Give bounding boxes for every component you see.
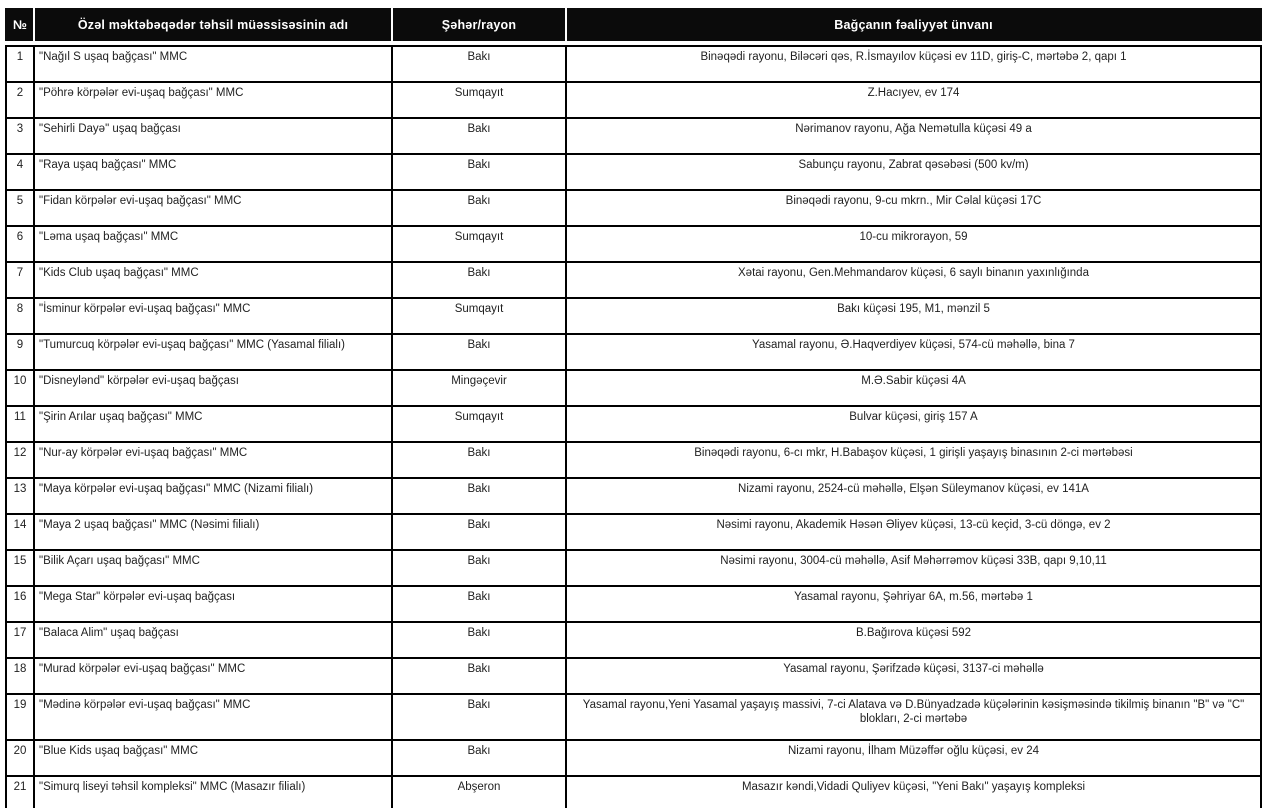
city-district: Bakı (393, 443, 565, 477)
table-row (7, 777, 1260, 808)
institution-name: "Kids Club uşaq bağçası" MMC (35, 263, 391, 297)
activity-address: Masazır kəndi,Vidadi Quliyev küçəsi, "Yeni Bakı" yaşayış kompleksi (567, 777, 1260, 808)
institution-name: "Tumurcuq körpələr evi-uşaq bağçası" MMC (Yasamal filialı) (35, 335, 391, 369)
table-row (7, 83, 1260, 117)
header-activity-address: Bağçanın fəaliyyət ünvanı (567, 8, 1260, 41)
table-header-row (5, 8, 1262, 41)
row-number: 20 (7, 741, 33, 775)
table-row (7, 623, 1260, 657)
activity-address: Bulvar küçəsi, giriş 157 A (567, 407, 1260, 441)
institution-name: "Disneylənd" körpələr evi-uşaq bağçası (35, 371, 391, 405)
header-institution-name: Özəl məktəbəqədər təhsil müəssisəsinin adı (35, 8, 391, 41)
table-row (7, 191, 1260, 225)
city-district: Bakı (393, 623, 565, 657)
institution-name: "Nur-ay körpələr evi-uşaq bağçası" MMC (35, 443, 391, 477)
activity-address: Nərimanov rayonu, Ağa Nemətulla küçəsi 49 a (567, 119, 1260, 153)
row-number: 3 (7, 119, 33, 153)
row-number: 2 (7, 83, 33, 117)
table-row (7, 263, 1260, 297)
table-row (7, 551, 1260, 585)
activity-address: Yasamal rayonu, Ə.Haqverdiyev küçəsi, 574-cü məhəllə, bina 7 (567, 335, 1260, 369)
activity-address: Binəqədi rayonu, 6-cı mkr, H.Babaşov küçəsi, 1 girişli yaşayış binasının 2-ci mərtəbəsi (567, 443, 1260, 477)
table-row (7, 299, 1260, 333)
institution-name: "İsminur körpələr evi-uşaq bağçası" MMC (35, 299, 391, 333)
row-number: 21 (7, 777, 33, 808)
row-number: 15 (7, 551, 33, 585)
city-district: Abşeron (393, 777, 565, 808)
row-number: 8 (7, 299, 33, 333)
row-number: 1 (7, 47, 33, 81)
row-number: 16 (7, 587, 33, 621)
table-row (7, 407, 1260, 441)
table-row (7, 741, 1260, 775)
city-district: Bakı (393, 551, 565, 585)
row-number: 17 (7, 623, 33, 657)
preschool-institutions-table (5, 8, 1262, 808)
activity-address: Sabunçu rayonu, Zabrat qəsəbəsi (500 kv/m) (567, 155, 1260, 189)
institution-name: "Şirin Arılar uşaq bağçası" MMC (35, 407, 391, 441)
city-district: Sumqayıt (393, 407, 565, 441)
table-row (7, 659, 1260, 693)
activity-address: Yasamal rayonu, Şəhriyar 6A, m.56, mərtəbə 1 (567, 587, 1260, 621)
city-district: Bakı (393, 659, 565, 693)
institution-name: "Sehirli Dayə" uşaq bağçası (35, 119, 391, 153)
activity-address: Binəqədi rayonu, 9-cu mkrn., Mir Cəlal küçəsi 17C (567, 191, 1260, 225)
city-district: Bakı (393, 695, 565, 739)
table-row (7, 371, 1260, 405)
institution-name: "Murad körpələr evi-uşaq bağçası" MMC (35, 659, 391, 693)
row-number: 10 (7, 371, 33, 405)
institution-name: "Raya uşaq bağçası" MMC (35, 155, 391, 189)
institution-name: "Fidan körpələr evi-uşaq bağçası" MMC (35, 191, 391, 225)
table-row (7, 587, 1260, 621)
city-district: Bakı (393, 335, 565, 369)
activity-address: Nəsimi rayonu, Akademik Həsən Əliyev küçəsi, 13-cü keçid, 3-cü döngə, ev 2 (567, 515, 1260, 549)
table-row (7, 695, 1260, 739)
table-row (7, 47, 1260, 81)
table-row (7, 443, 1260, 477)
institution-name: "Mədinə körpələr evi-uşaq bağçası" MMC (35, 695, 391, 739)
activity-address: M.Ə.Sabir küçəsi 4A (567, 371, 1260, 405)
activity-address: Bakı küçəsi 195, M1, mənzil 5 (567, 299, 1260, 333)
city-district: Sumqayıt (393, 83, 565, 117)
row-number: 9 (7, 335, 33, 369)
activity-address: Xətai rayonu, Gen.Mehmandarov küçəsi, 6 saylı binanın yaxınlığında (567, 263, 1260, 297)
table-row (7, 335, 1260, 369)
institution-name: "Pöhrə körpələr evi-uşaq bağçası" MMC (35, 83, 391, 117)
header-number: № (7, 8, 33, 41)
institution-name: "Mega Star" körpələr evi-uşaq bağçası (35, 587, 391, 621)
row-number: 7 (7, 263, 33, 297)
table-row (7, 515, 1260, 549)
city-district: Sumqayıt (393, 299, 565, 333)
city-district: Bakı (393, 741, 565, 775)
activity-address: Nizami rayonu, İlham Müzəffər oğlu küçəsi, ev 24 (567, 741, 1260, 775)
city-district: Bakı (393, 191, 565, 225)
institution-name: "Maya körpələr evi-uşaq bağçası" MMC (Nizami filialı) (35, 479, 391, 513)
table-row (7, 155, 1260, 189)
row-number: 12 (7, 443, 33, 477)
row-number: 18 (7, 659, 33, 693)
city-district: Sumqayıt (393, 227, 565, 261)
city-district: Bakı (393, 263, 565, 297)
row-number: 13 (7, 479, 33, 513)
city-district: Bakı (393, 155, 565, 189)
city-district: Bakı (393, 119, 565, 153)
row-number: 11 (7, 407, 33, 441)
institution-name: "Blue Kids uşaq bağçası" MMC (35, 741, 391, 775)
table-row (7, 479, 1260, 513)
row-number: 5 (7, 191, 33, 225)
table-body (5, 45, 1262, 808)
row-number: 6 (7, 227, 33, 261)
city-district: Bakı (393, 47, 565, 81)
row-number: 14 (7, 515, 33, 549)
city-district: Bakı (393, 587, 565, 621)
row-number: 19 (7, 695, 33, 739)
activity-address: Nəsimi rayonu, 3004-cü məhəllə, Asif Məhərrəmov küçəsi 33B, qapı 9,10,11 (567, 551, 1260, 585)
row-number: 4 (7, 155, 33, 189)
activity-address: 10-cu mikrorayon, 59 (567, 227, 1260, 261)
institution-name: "Balaca Alim" uşaq bağçası (35, 623, 391, 657)
city-district: Bakı (393, 515, 565, 549)
table-row (7, 119, 1260, 153)
activity-address: Nizami rayonu, 2524-cü məhəllə, Elşən Süleymanov küçəsi, ev 141A (567, 479, 1260, 513)
institution-name: "Ləma uşaq bağçası" MMC (35, 227, 391, 261)
activity-address: Binəqədi rayonu, Biləcəri qəs, R.İsmayılov küçəsi ev 11D, giriş-C, mərtəbə 2, qapı 1 (567, 47, 1260, 81)
header-city-district: Şəhər/rayon (393, 8, 565, 41)
activity-address: Z.Hacıyev, ev 174 (567, 83, 1260, 117)
institution-name: "Simurq liseyi təhsil kompleksi" MMC (Masazır filialı) (35, 777, 391, 808)
institution-name: "Bilik Açarı uşaq bağçası" MMC (35, 551, 391, 585)
activity-address: Yasamal rayonu,Yeni Yasamal yaşayış massivi, 7-ci Alatava və D.Bünyadzadə küçələrinin kəsişməsində tikilmiş binanın "B" və "C" blokları, 2-ci mərtəbə (567, 695, 1260, 739)
city-district: Bakı (393, 479, 565, 513)
table-row (7, 227, 1260, 261)
activity-address: B.Bağırova küçəsi 592 (567, 623, 1260, 657)
institution-name: "Nağıl S uşaq bağçası" MMC (35, 47, 391, 81)
city-district: Mingəçevir (393, 371, 565, 405)
institution-name: "Maya 2 uşaq bağçası" MMC (Nəsimi filialı) (35, 515, 391, 549)
activity-address: Yasamal rayonu, Şərifzadə küçəsi, 3137-ci məhəllə (567, 659, 1260, 693)
